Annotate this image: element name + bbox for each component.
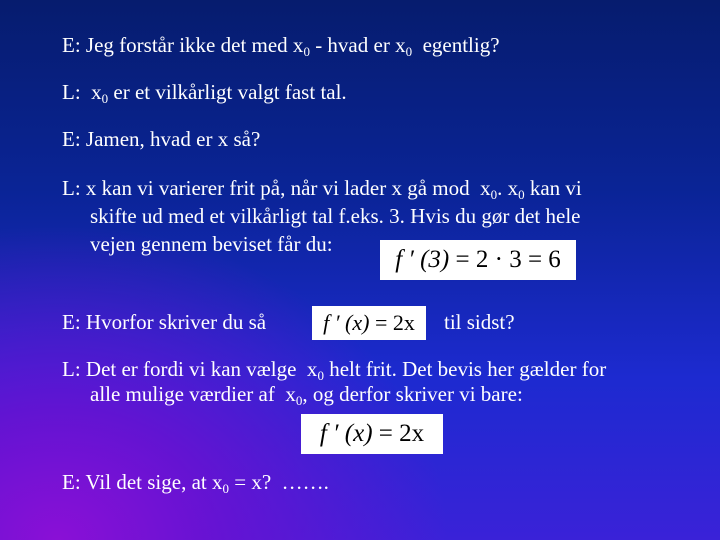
dialogue-line-6-cont xyxy=(62,382,523,407)
line-4-text-c: kan vi xyxy=(524,176,582,200)
line-7-text-a: E: Vil det sige, at x xyxy=(62,470,223,494)
formula-rhs: = 2x xyxy=(369,310,415,335)
subscript: 0 xyxy=(490,187,498,202)
subscript: 0 xyxy=(317,368,324,383)
line-6-cont-a: alle mulige værdier af x xyxy=(90,382,296,406)
dialogue-line-6 xyxy=(62,357,606,382)
dialogue-line-5-end: til sidst? xyxy=(444,310,515,334)
dialogue-line-5 xyxy=(62,310,266,335)
subscript: 0 xyxy=(518,187,525,202)
line-2-text-a: L: x xyxy=(62,80,102,104)
line-6-cont-b: , og derfor skriver vi bare: xyxy=(302,382,523,406)
subscript: 0 xyxy=(222,481,229,496)
formula-f-prime-x-inline xyxy=(312,306,426,340)
formula-lhs: f ′ (x) xyxy=(319,420,373,447)
formula-f-prime-3 xyxy=(380,240,576,280)
line-5-text-a: E: Hvorfor skriver du så xyxy=(62,310,267,334)
line-3-text: E: Jamen, hvad er x så? xyxy=(62,127,261,151)
line-4-text-b: . x xyxy=(497,176,519,200)
formula-rhs: = 2 · 3 = 6 xyxy=(449,246,561,273)
formula-lhs: f ′ (3) xyxy=(395,246,450,273)
dialogue-line-1 xyxy=(62,33,500,58)
subscript: 0 xyxy=(405,44,413,59)
dialogue-line-4-cont2: vejen gennem beviset får du: xyxy=(90,232,333,256)
line-1-text-b: - hvad er x xyxy=(309,33,406,57)
line-4-text-a: L: x kan vi varierer frit på, når vi lader x gå mod x xyxy=(62,176,491,200)
dialogue-line-4-cont: skifte ud med et vilkårligt tal f.eks. 3. Hvis du gør det hele xyxy=(90,204,581,228)
formula-f-prime-x xyxy=(301,414,443,454)
formula-rhs: = 2x xyxy=(372,420,425,447)
dialogue-line-3 xyxy=(62,127,260,152)
subscript: 0 xyxy=(303,44,310,59)
line-6-text-b: helt frit. Det bevis her gælder for xyxy=(323,357,607,381)
dialogue-line-2 xyxy=(62,80,347,105)
subscript: 0 xyxy=(295,393,303,408)
formula-lhs: f ′ (x) xyxy=(323,310,370,335)
line-1-text-c: egentlig? xyxy=(412,33,500,57)
line-7-text-b: = x? ……. xyxy=(229,470,329,494)
line-6-text-a: L: Det er fordi vi kan vælge x xyxy=(62,357,318,381)
line-1-text-a: E: Jeg forstår ikke det med x xyxy=(62,33,304,57)
subscript: 0 xyxy=(101,91,109,106)
dialogue-line-7 xyxy=(62,470,329,495)
dialogue-line-4 xyxy=(62,176,582,201)
line-2-text-b: er et vilkårligt valgt fast tal. xyxy=(108,80,347,104)
